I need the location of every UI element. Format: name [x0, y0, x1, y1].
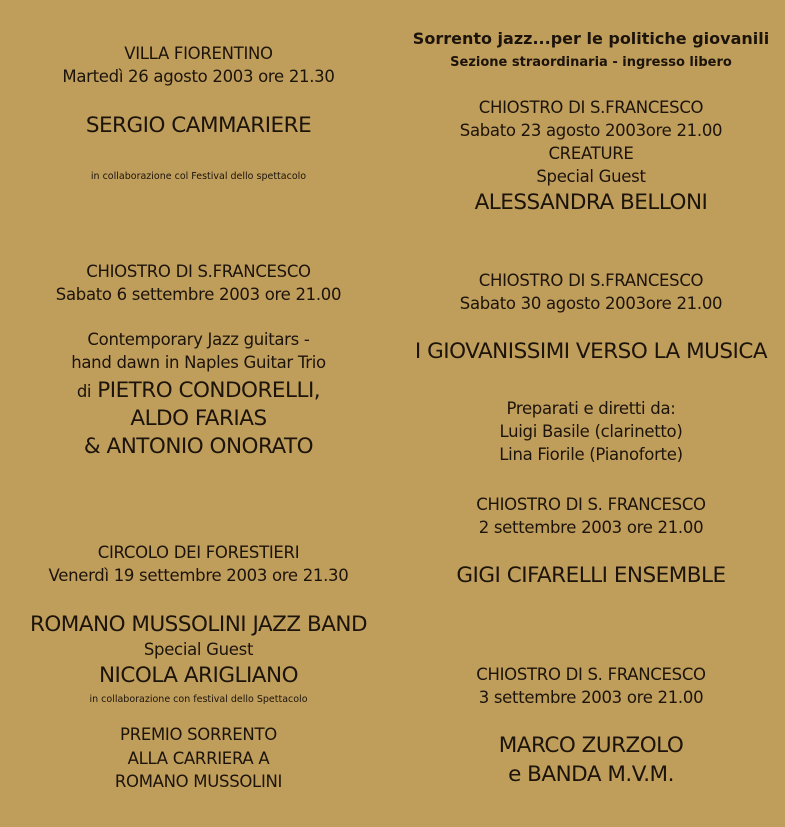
event-date: Venerdì 19 settembre 2003 ore 21.30: [48, 566, 349, 585]
event-artist: SERGIO CAMMARIERE: [85, 113, 312, 138]
event-director: Luigi Basile (clarinetto): [499, 422, 683, 441]
event-artist: PIETRO CONDORELLI,: [97, 378, 321, 403]
event-date: 3 settembre 2003 ore 21.00: [478, 688, 704, 707]
event-director: Lina Fiorile (Pianoforte): [499, 445, 683, 464]
event-description: hand dawn in Naples Guitar Trio: [71, 353, 326, 372]
event-venue: CHIOSTRO DI S.FRANCESCO: [478, 98, 704, 117]
event-artist: ROMANO MUSSOLINI JAZZ BAND: [29, 612, 368, 637]
special-guest-label: Special Guest: [143, 640, 254, 659]
event-venue: CHIOSTRO DI S. FRANCESCO: [476, 495, 706, 514]
special-guest-label: Special Guest: [536, 167, 646, 186]
event-description: Contemporary Jazz guitars -: [87, 330, 310, 349]
event-artist: GIGI CIFARELLI ENSEMBLE: [456, 563, 726, 588]
event-description: Preparati e diretti da:: [506, 399, 676, 418]
event-artist: & ANTONIO ONORATO: [83, 434, 314, 459]
event-artist: I GIOVANISSIMI VERSO LA MUSICA: [414, 339, 768, 364]
series-subtitle: Sezione straordinaria - ingresso libero: [450, 55, 732, 70]
event-note: in collaborazione con festival dello Spettacolo: [89, 694, 308, 705]
series-title: Sorrento jazz...per le politiche giovanili: [412, 29, 770, 48]
right-column: [397, 0, 785, 827]
event-venue: CHIOSTRO DI S.FRANCESCO: [478, 271, 704, 290]
event-venue: CHIOSTRO DI S. FRANCESCO: [476, 665, 706, 684]
event-date: Martedì 26 agosto 2003 ore 21.30: [62, 67, 335, 86]
event-artist: e BANDA M.V.M.: [508, 762, 674, 787]
event-venue: VILLA FIORENTINO: [124, 44, 273, 63]
event-artist: MARCO ZURZOLO: [498, 733, 684, 758]
event-date: Sabato 30 agosto 2003ore 21.00: [459, 294, 723, 313]
award-line: ALLA CARRIERA A: [127, 749, 270, 768]
award-line: ROMANO MUSSOLINI: [114, 772, 283, 791]
event-artist: ALDO FARIAS: [130, 406, 267, 431]
event-venue: CIRCOLO DEI FORESTIERI: [97, 543, 300, 562]
event-group: CREATURE: [548, 144, 634, 163]
event-date: Sabato 23 agosto 2003ore 21.00: [459, 121, 723, 140]
event-venue: CHIOSTRO DI S.FRANCESCO: [86, 262, 311, 281]
di-label: di: [76, 382, 91, 401]
event-date: 2 settembre 2003 ore 21.00: [478, 518, 704, 537]
event-guest: NICOLA ARIGLIANO: [98, 663, 299, 688]
award-line: PREMIO SORRENTO: [120, 725, 277, 744]
event-artist-line: [0, 378, 397, 403]
event-date: Sabato 6 settembre 2003 ore 21.00: [55, 285, 342, 304]
event-guest: ALESSANDRA BELLONI: [474, 190, 708, 215]
event-note: in collaborazione col Festival dello spettacolo: [90, 171, 307, 182]
